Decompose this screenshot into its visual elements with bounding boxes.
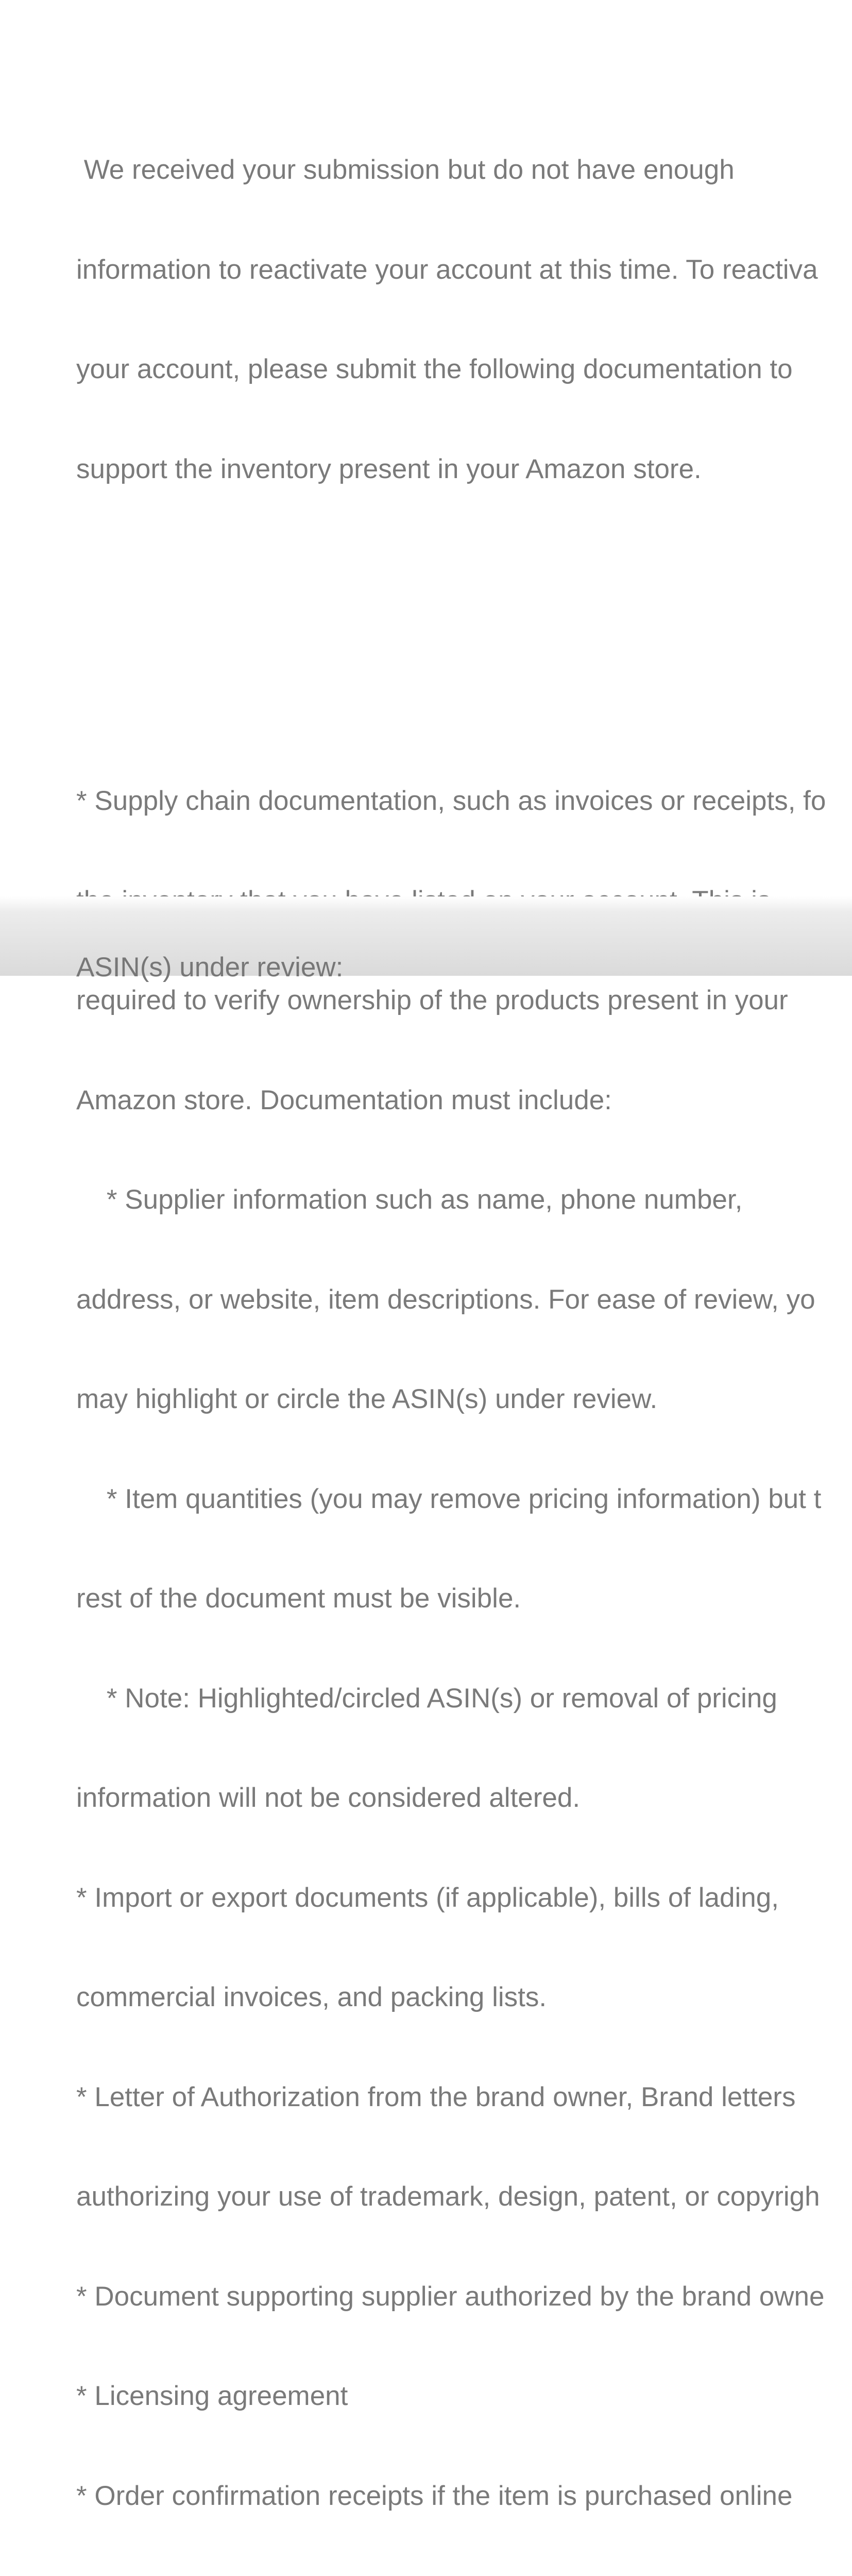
sub-list-item: * Supplier information such as name, phone number, (76, 1184, 743, 1215)
seller-notification-message (76, 21, 852, 2576)
message-line: your account, please submit the following documentation to (76, 354, 793, 384)
list-item: commercial invoices, and packing lists. (76, 1982, 547, 2012)
list-item: * Document supporting supplier authorized by the brand owne (76, 2281, 825, 2312)
sub-list-item: rest of the document must be visible. (76, 1583, 521, 1614)
list-item: Amazon store. Documentation must include: (76, 1084, 612, 1115)
sub-list-item: * Note: Highlighted/circled ASIN(s) or removal of pricing (76, 1683, 777, 1714)
message-line: information to reactivate your account at this time. To reactiva (76, 254, 818, 285)
list-item: * Order confirmation receipts if the item is purchased online (76, 2480, 793, 2511)
list-item: * Letter of Authorization from the brand owner, Brand letters (76, 2081, 796, 2112)
message-line: support the inventory present in your Amazon store. (76, 453, 702, 484)
list-item: * Import or export documents (if applicable), bills of lading, (76, 1882, 779, 1913)
sub-list-item: address, or website, item descriptions. For ease of review, yo (76, 1284, 815, 1315)
message-line: We received your submission but do not have enough (76, 155, 735, 185)
sub-list-item: * Item quantities (you may remove pricing information) but t (76, 1483, 822, 1514)
list-item: required to verify ownership of the products present in your (76, 985, 788, 1015)
list-item: authorizing your use of trademark, design, patent, or copyrigh (76, 2181, 820, 2212)
sub-list-item: may highlight or circle the ASIN(s) under review. (76, 1384, 658, 1414)
list-item: * Licensing agreement (76, 2381, 348, 2411)
paragraph-spacer (76, 619, 852, 652)
asin-under-review-heading: ASIN(s) under review: (76, 952, 344, 982)
intro-paragraph (76, 87, 852, 552)
required-documentation-list (76, 718, 852, 2576)
list-item: * Supply chain documentation, such as invoices or receipts, fo (76, 786, 826, 816)
sub-list-item: information will not be considered altered. (76, 1783, 581, 1813)
